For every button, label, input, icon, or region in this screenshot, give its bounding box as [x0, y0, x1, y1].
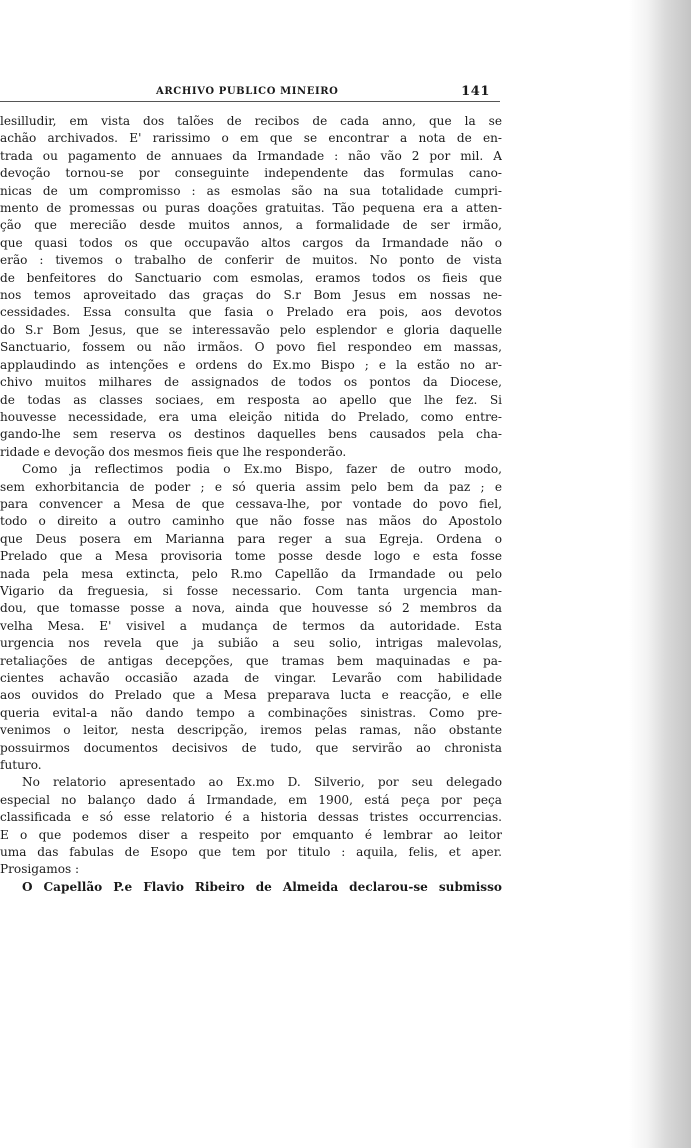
text-line: sem exhorbitancia de poder ; e só queria assim pelo bem da paz ; e — [0, 479, 502, 494]
text-line: de todas as classes sociaes, em resposta ao apello que lhe fez. Si — [0, 392, 502, 407]
text-line: nicas de um compromisso : as esmolas são na sua totalidade cumpri- — [0, 183, 502, 198]
text-line: classificada e só esse relatorio é a historia dessas tristes occurrencias. — [0, 810, 502, 825]
text-line: ção que merecião desde muitos annos, a formalidade de ser irmão, — [0, 218, 502, 233]
text-line: Sanctuario, fossem ou não irmãos. O povo fiel respondeo em massas, — [0, 340, 502, 355]
text-line: de benfeitores do Sanctuario com esmolas, eramos todos os fieis que — [0, 270, 502, 285]
text-line: possuirmos documentos decisivos de tudo, que servirão ao chronista — [0, 740, 502, 755]
text-line: aos ouvidos do Prelado que a Mesa preparava lucta e reacção, e elle — [0, 688, 502, 703]
text-line: que Deus posera em Marianna para reger a sua Egreja. Ordena o — [0, 531, 502, 546]
text-line: erão : tivemos o trabalho de conferir de muitos. No ponto de vista — [0, 253, 502, 268]
text-line: venimos o leitor, nesta descripção, iremos pelas ramas, não obstante — [0, 723, 502, 738]
text-line: Vigario da freguesia, si fosse necessario. Com tanta urgencia man- — [0, 583, 502, 598]
text-line: applaudindo as intenções e ordens do Ex.mo Bispo ; e la estão no ar- — [0, 357, 502, 372]
header-title: ARCHIVO PUBLICO MINEIRO — [156, 86, 339, 97]
body-text — [0, 113, 502, 896]
text-line: houvesse necessidade, era uma eleição nitida do Prelado, como entre- — [0, 409, 502, 424]
text-line: E o que podemos diser a respeito por emquanto é lembrar ao leitor — [0, 827, 502, 842]
text-line: cientes achavão occasião azada de vingar. Levarão com habilidade — [0, 671, 502, 685]
text-line: ridade e devoção dos mesmos fieis que lhe responderão. — [0, 444, 347, 459]
text-line: achão archivados. E' rarissimo o em que se encontrar a nota de en- — [0, 131, 502, 146]
text-line: queria evital-a não dando tempo a combinações sinistras. Como pre- — [0, 705, 502, 720]
text-line: O Capellão P.e Flavio Ribeiro de Almeida declarou-se submisso — [22, 879, 502, 894]
text-line: futuro. — [0, 758, 42, 773]
text-line: Como ja reflectimos podia o Ex.mo Bispo, fazer de outro modo, — [22, 462, 502, 477]
text-line: cessidades. Essa consulta que fasia o Prelado era pois, aos devotos — [0, 305, 502, 320]
text-line: uma das fabulas de Esopo que tem por titulo : aquila, felis, et aper. — [0, 845, 502, 860]
text-line: velha Mesa. E' visivel a mudança de termos da autoridade. Esta — [0, 618, 502, 633]
text-line: para convencer a Mesa de que cessava-lhe, por vontade do povo fiel, — [0, 496, 502, 511]
text-line: lesilludir, em vista dos talões de recibos de cada anno, que la se — [0, 114, 502, 128]
page-edge-shadow — [629, 0, 691, 1148]
text-line: urgencia nos revela que ja subião a seu solio, intrigas malevolas, — [0, 636, 502, 651]
text-line: que quasi todos os que occupavão altos cargos da Irmandade não o — [0, 235, 502, 250]
text-line: dou, que tomasse posse a nova, ainda que houvesse só 2 membros da — [0, 601, 502, 616]
text-line: todo o direito a outro caminho que não fosse nas mãos do Apostolo — [0, 514, 502, 529]
text-line: Prelado que a Mesa provisoria tome posse desde logo e esta fosse — [0, 549, 502, 564]
text-line: gando-lhe sem reserva os destinos daquelles bens causados pela cha- — [0, 427, 502, 442]
text-line: especial no balanço dado á Irmandade, em 1900, está peça por peça — [0, 792, 502, 807]
page-number: 141 — [461, 84, 490, 99]
text-line: nos temos aproveitado das graças do S.r Bom Jesus em nossas ne- — [0, 288, 502, 303]
text-line: retaliações de antigas decepções, que tramas bem maquinadas e pa- — [0, 653, 502, 668]
running-header — [150, 84, 490, 100]
text-line: Prosigamos : — [0, 862, 80, 877]
text-line: trada ou pagamento de annuaes da Irmandade : não vão 2 por mil. A — [0, 148, 502, 163]
text-line: mento de promessas ou puras doações gratuitas. Tão pequena era a atten- — [0, 201, 502, 216]
text-line: chivo muitos milhares de assignados de todos os pontos da Diocese, — [0, 375, 502, 390]
text-line: devoção tornou-se por conseguinte independente das formulas cano- — [0, 166, 502, 181]
header-rule — [0, 101, 500, 102]
text-line: No relatorio apresentado ao Ex.mo D. Silverio, por seu delegado — [22, 775, 502, 790]
text-line: nada pela mesa extincta, pelo R.mo Capellão da Irmandade ou pelo — [0, 566, 502, 581]
text-line: do S.r Bom Jesus, que se interessavão pelo esplendor e gloria daquelle — [0, 322, 502, 337]
